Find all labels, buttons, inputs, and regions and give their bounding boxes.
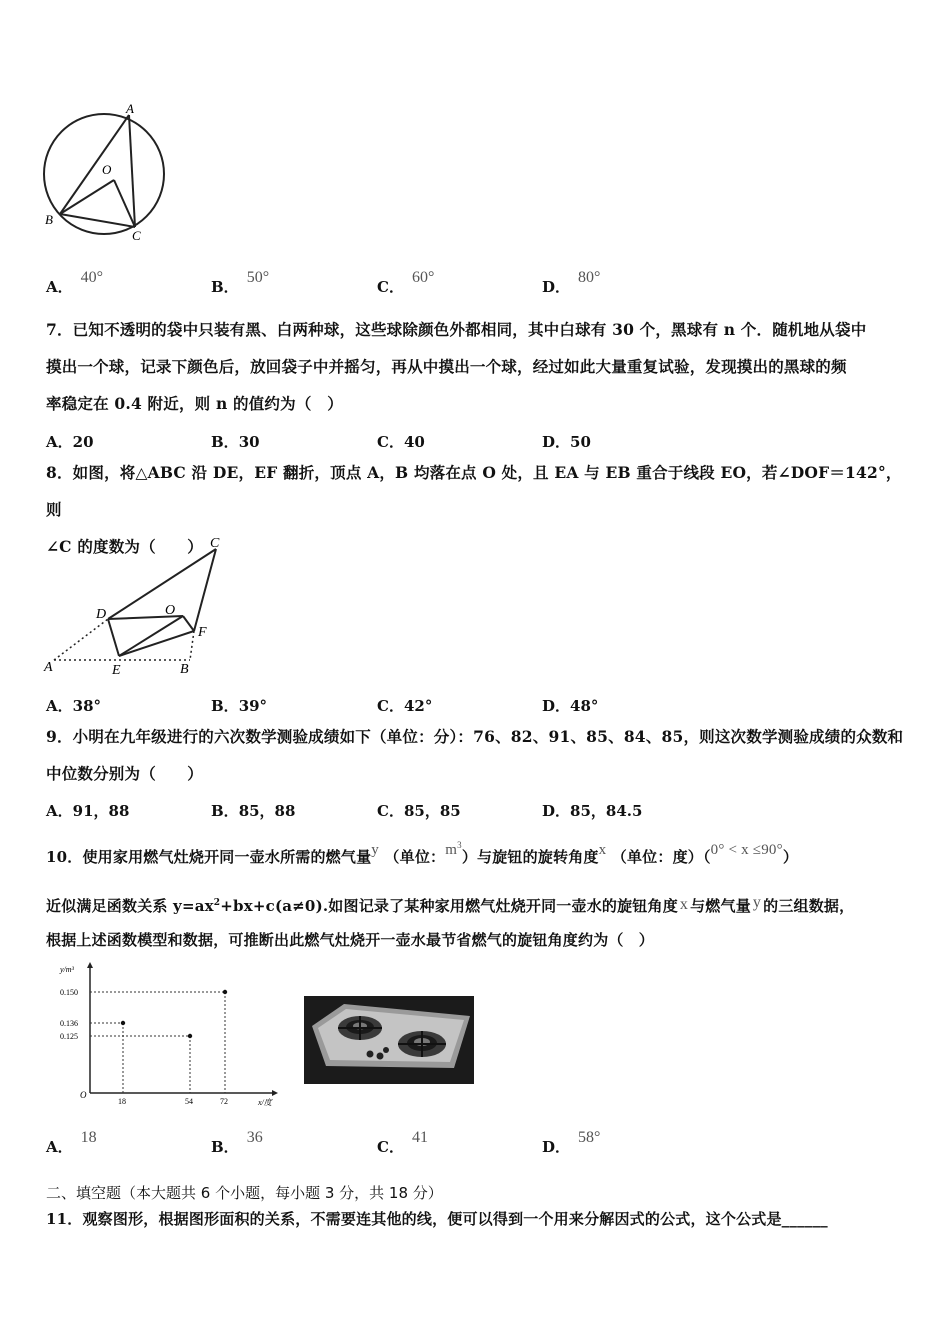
label-c: C <box>132 228 141 243</box>
q10-text-i: 的三组数据， <box>763 897 855 915</box>
origin-label: O <box>80 1090 87 1100</box>
label-a: A <box>44 660 53 675</box>
q9-line1: 9．小明在九年级进行的六次数学测验成绩如下（单位：分）：76、82、91、85、84、85，则这次数学测验成绩的众数和 <box>46 727 904 746</box>
option-value: 40° <box>80 269 104 286</box>
y-axis-arrow <box>87 962 93 968</box>
var-x: x <box>598 842 607 858</box>
chart-marks <box>60 988 228 1106</box>
unit-m <box>445 842 462 858</box>
q6-circle-figure <box>40 100 180 245</box>
x-tick-label: 54 <box>185 1097 193 1106</box>
unit-m-base: m <box>445 842 458 858</box>
option-value: 85，88 <box>238 802 296 820</box>
var-y-2: y <box>752 894 762 911</box>
option-letter: B． <box>211 278 239 296</box>
burner-left <box>338 1016 382 1040</box>
y-tick-label: 0.136 <box>60 1019 78 1028</box>
option-letter: D． <box>542 697 571 715</box>
q8-option-c[interactable] <box>377 695 432 716</box>
var-y: y <box>371 842 379 858</box>
q7-option-d[interactable] <box>542 431 591 452</box>
label-d: D <box>96 607 107 622</box>
segment-oc <box>114 180 135 227</box>
q10-text-b: （单位： <box>384 848 446 866</box>
q10-text-f: 近似满足函数关系 y=ax <box>46 897 214 915</box>
segment-fb <box>190 631 194 660</box>
section-heading: 二、填空题（本大题共 6 个小题，每小题 3 分，共 18 分） <box>46 1184 443 1202</box>
option-letter: D． <box>542 802 571 820</box>
x-tick-label: 72 <box>220 1097 228 1106</box>
segment-ob <box>60 180 114 214</box>
segment-ef <box>119 631 194 656</box>
q9-line2: 中位数分别为（ ） <box>46 764 204 783</box>
option-letter: B． <box>211 433 239 451</box>
q10-text-h: 与燃气量 <box>690 897 751 915</box>
q7-line1: 7．已知不透明的袋中只装有黑、白两种球，这些球除颜色外都相同，其中白球有 30 个，黑球有 n 个．随机地从袋中 <box>46 320 867 339</box>
x-axis-label: x/度 <box>258 1098 272 1107</box>
knob-right <box>383 1047 389 1053</box>
q6-options <box>46 269 746 302</box>
option-value: 91，88 <box>72 802 130 820</box>
q10-line1 <box>46 835 916 877</box>
burner-right <box>398 1031 446 1057</box>
option-letter: A． <box>46 697 73 715</box>
label-o: O <box>102 162 112 177</box>
option-value: 42° <box>403 697 433 715</box>
q10-option-b[interactable] <box>211 1129 263 1157</box>
label-o: O <box>165 603 176 618</box>
q7-text <box>46 311 916 422</box>
label-e: E <box>112 663 121 678</box>
option-letter: D． <box>542 1138 571 1156</box>
exp-2: 2 <box>213 898 221 908</box>
q10-option-a[interactable] <box>46 1129 97 1157</box>
option-value: 58° <box>578 1129 601 1146</box>
option-letter: A． <box>46 278 73 296</box>
q6-option-c[interactable] <box>377 269 435 297</box>
label-a: A <box>126 101 134 116</box>
y-tick-label: 0.125 <box>60 1032 78 1041</box>
option-value: 50 <box>570 433 591 451</box>
option-letter: C． <box>377 697 404 715</box>
option-value: 30 <box>238 433 260 451</box>
option-value: 40 <box>403 433 425 451</box>
q10-line2 <box>46 885 916 925</box>
segment-ac-dotted <box>54 619 108 660</box>
option-letter: C． <box>377 433 404 451</box>
option-letter: D． <box>542 278 571 296</box>
option-value: 41 <box>411 1129 428 1146</box>
q8-option-a[interactable] <box>46 695 101 716</box>
q10-line3 <box>46 922 916 959</box>
range-expr: 0° < x ≤90° <box>710 842 783 858</box>
option-letter: B． <box>211 1138 239 1156</box>
gas-stove-photo <box>304 996 474 1084</box>
q10-option-c[interactable] <box>377 1129 428 1157</box>
q9-option-a[interactable] <box>46 800 129 821</box>
q10-chart <box>50 962 290 1112</box>
option-value: 50° <box>246 269 270 286</box>
q9-text <box>46 718 916 792</box>
option-letter: B． <box>211 697 239 715</box>
segment-of <box>183 616 194 631</box>
q10-text-a: 10．使用家用燃气灶烧开同一壶水所需的燃气量 <box>46 848 372 866</box>
q6-option-a[interactable] <box>46 269 104 297</box>
q8-line1: 8．如图，将△ABC 沿 DE，EF 翻折，顶点 A，B 均落在点 O 处，且 EA 与 EB 重合于线段 EO，若∠DOF＝142°，则 <box>46 463 902 519</box>
label-b: B <box>180 662 189 677</box>
q6-option-d[interactable] <box>542 269 601 297</box>
option-value: 85，85 <box>403 802 461 820</box>
var-x-2: x <box>679 896 689 913</box>
q7-option-b[interactable] <box>211 431 260 452</box>
data-point <box>121 1021 125 1025</box>
option-letter: A． <box>46 433 73 451</box>
q8-line2: ∠C 的度数为（ ） <box>46 537 203 556</box>
option-letter: B． <box>211 802 239 820</box>
q8-option-d[interactable] <box>542 695 598 716</box>
q9-option-c[interactable] <box>377 800 461 821</box>
knob-middle <box>377 1053 384 1060</box>
q7-line3: 率稳定在 0.4 附近，则 n 的值约为（ ） <box>46 394 343 413</box>
option-value: 60° <box>411 269 435 286</box>
unit-m-exp: 3 <box>457 840 462 850</box>
q7-line2: 摸出一个球，记录下颜色后，放回袋子中并摇匀，再从中摸出一个球，经过如此大量重复试验，发现摸出的黑球的频 <box>46 357 847 376</box>
q9-option-b[interactable] <box>211 800 295 821</box>
data-point <box>188 1034 192 1038</box>
option-value: 38° <box>72 697 102 715</box>
q9-options <box>46 800 746 826</box>
knob-left <box>367 1051 374 1058</box>
y-tick-label: 0.150 <box>60 988 78 997</box>
q11-text: 11．观察图形，根据图形面积的关系，不需要连其他的线，便可以得到一个用来分解因式的公式，这个公式是______ <box>46 1210 828 1228</box>
label-b: B <box>45 212 53 227</box>
segment-ba <box>60 115 129 214</box>
q7-option-c[interactable] <box>377 431 425 452</box>
x-tick-label: 18 <box>118 1097 126 1106</box>
option-value: 48° <box>570 697 599 715</box>
q10-text-d: （单位：度）（ <box>611 848 711 866</box>
q10-text-j: 根据上述函数模型和数据，可推断出此燃气灶烧开一壶水最节省燃气的旋钮角度约为（ ） <box>46 931 655 949</box>
option-letter: D． <box>542 433 571 451</box>
segment-de <box>108 619 119 656</box>
option-value: 39° <box>238 697 268 715</box>
q10-options <box>46 1129 746 1162</box>
option-value: 18 <box>80 1129 97 1146</box>
segment-eo <box>119 616 183 656</box>
option-letter: A． <box>46 1138 73 1156</box>
option-letter: C． <box>377 278 404 296</box>
option-letter: A． <box>46 802 73 820</box>
option-value: 20 <box>72 433 94 451</box>
q8-option-b[interactable] <box>211 695 267 716</box>
q10-text-g: +bx+c(a≠0).如图记录了某种家用燃气灶烧开同一壶水的旋钮角度 <box>220 897 678 915</box>
x-axis-arrow <box>272 1090 278 1096</box>
option-value: 85，84.5 <box>570 802 643 820</box>
label-f: F <box>198 625 207 640</box>
segment-ac <box>129 115 135 227</box>
data-point <box>223 990 227 994</box>
q9-option-d[interactable] <box>542 800 642 821</box>
option-letter: C． <box>377 802 404 820</box>
q6-option-b[interactable] <box>211 269 270 297</box>
q8-triangle-figure <box>40 532 240 682</box>
label-c: C <box>210 536 220 551</box>
q10-text-c: ）与旋钮的旋转角度 <box>461 848 599 866</box>
option-value: 80° <box>578 269 601 286</box>
q10-option-d[interactable] <box>542 1129 601 1157</box>
option-value: 36 <box>246 1129 263 1146</box>
y-axis-label: y/m³ <box>60 965 74 974</box>
q7-option-a[interactable] <box>46 431 94 452</box>
q10-text-e: ） <box>782 848 799 866</box>
option-letter: C． <box>377 1138 404 1156</box>
